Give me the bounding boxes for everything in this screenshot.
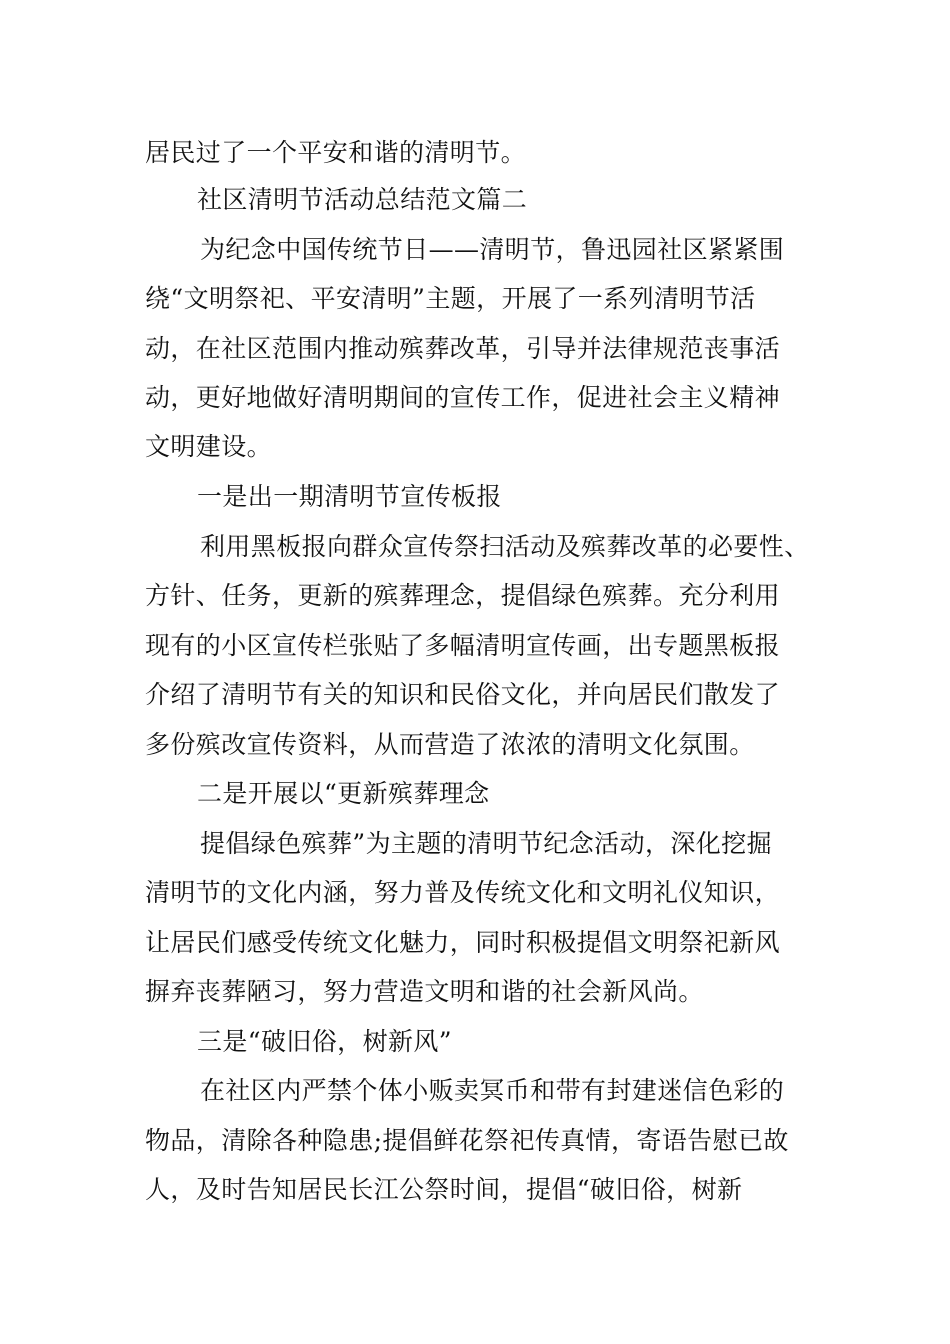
paragraph-line: 介绍了清明节有关的知识和民俗文化，并向居民们散发了 <box>145 680 781 709</box>
paragraph-line: 清明节的文化内涵，努力普及传统文化和文明礼仪知识， <box>145 878 781 907</box>
subheading: 一是出一期清明节宣传板报 <box>197 482 502 511</box>
paragraph-line: 人，及时告知居民长江公祭时间，提倡“破旧俗，树新 <box>145 1175 743 1204</box>
subheading: 二是开展以“更新殡葬理念 <box>197 779 490 808</box>
paragraph-line: 动，在社区范围内推动殡葬改革，引导并法律规范丧事活 <box>145 334 781 363</box>
paragraph-line: 提倡绿色殡葬”为主题的清明节纪念活动，深化挖掘 <box>200 829 772 858</box>
paragraph-line: 多份殡改宣传资料，从而营造了浓浓的清明文化氛围。 <box>145 730 755 759</box>
paragraph-line: 现有的小区宣传栏张贴了多幅清明宣传画，出专题黑板报 <box>145 631 781 660</box>
subheading: 三是“破旧俗，树新风” <box>197 1027 452 1056</box>
paragraph-line: 绕“文明祭祀、平安清明”主题，开展了一系列清明节活 <box>145 284 756 313</box>
paragraph-line: 为纪念中国传统节日——清明节，鲁迅园社区紧紧围 <box>200 235 785 264</box>
paragraph-line: 方针、任务，更新的殡葬理念，提倡绿色殡葬。充分利用 <box>145 581 781 610</box>
text-line-continuation: 居民过了一个平安和谐的清明节。 <box>145 138 527 167</box>
paragraph-line: 让居民们感受传统文化魅力，同时积极提倡文明祭祀新风 <box>145 928 781 957</box>
paragraph-line: 在社区内严禁个体小贩卖冥币和带有封建迷信色彩的 <box>200 1076 785 1105</box>
paragraph-line: 物品，清除各种隐患;提倡鲜花祭祀传真情，寄语告慰已故 <box>145 1126 789 1155</box>
paragraph-line: 动，更好地做好清明期间的宣传工作，促进社会主义精神 <box>145 383 781 412</box>
paragraph-line: 文明建设。 <box>145 432 273 461</box>
paragraph-line: 摒弃丧葬陋习，努力营造文明和谐的社会新风尚。 <box>145 977 704 1006</box>
section-heading: 社区清明节活动总结范文篇二 <box>197 185 528 214</box>
paragraph-line: 利用黑板报向群众宣传祭扫活动及殡葬改革的必要性、 <box>200 532 810 561</box>
